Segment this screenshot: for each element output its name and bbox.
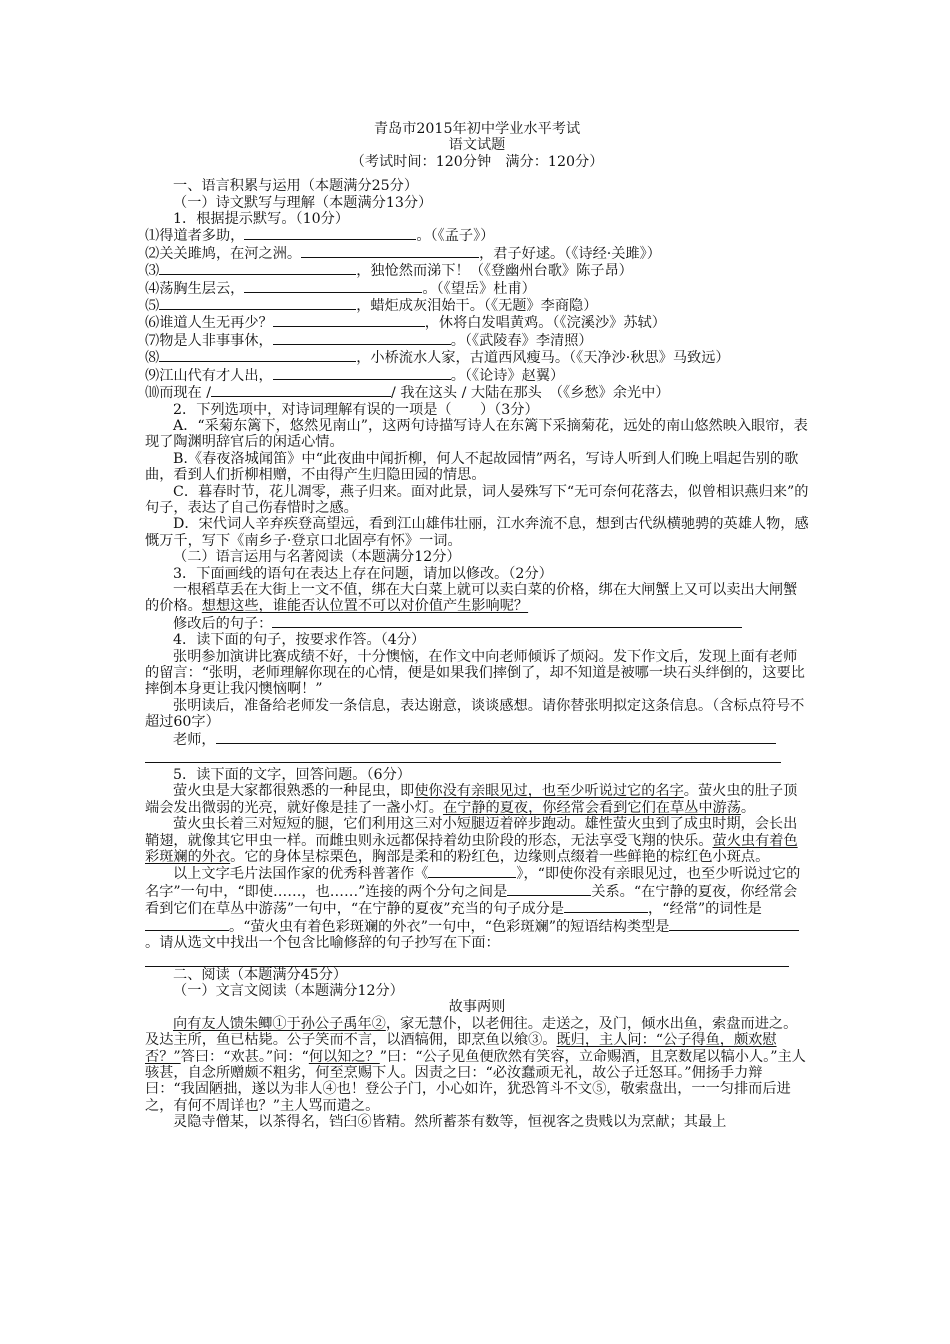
recite-item: ⑶ ，独怆然而涕下！（《登幽州台歌》陈子昂）	[145, 263, 633, 280]
answer-blank[interactable]	[564, 900, 648, 913]
subsection-heading: （二）语言运用与名著阅读（本题满分12分）	[173, 549, 461, 566]
answer-blank[interactable]	[216, 731, 776, 744]
q3-text: 一根稻草丢在大街上一文不值，绑在大白菜上就可以卖白菜的价格，绑在大闸蟹上又可以卖出大闸蟹的价格。想想这些，谁能否认位置不可以对价值产生影响呢？	[145, 581, 798, 615]
question-2: 2．下列选项中，对诗词理解有误的一项是（ ）（3分）	[173, 401, 539, 418]
answer-line[interactable]	[145, 748, 781, 763]
exam-meta: （考试时间：120分钟 满分：120分）	[350, 153, 604, 170]
recite-item: ⑹谁道人生无再少？ ，休将白发唱黄鸡。（《浣溪沙》苏轼）	[145, 315, 666, 332]
passage-title: 故事两则	[448, 999, 506, 1016]
classical-passage-1: 向有友人馈朱鲫①于孙公子禹年②，家无慧仆，以老佣往。走送之，及门，倾水出鱼，索盘而进之。及达主所，鱼已枯毙。公子笑而不言，以酒犒佣，即烹鱼以飨③。既归，主人问：“公子得鱼，颇欢慰否？”答曰：“欢甚。”问：“何以知之？”曰：“公子见鱼便欣然有笑容，立命赐酒，且烹数尾以犒小人。”主人骇甚，自念所赠颇不粗劣，何至烹赐下人。因责之曰：“必汝蠢顽无礼，故公子迁怒耳。”佣扬手力辩曰：“我固陋拙，遂以为非人④也！登公子门，小心如许，犹恐筲斗不文⑤，敬索盘出，一一匀排而后进之，有何不周详也？”主人骂而遣之。	[145, 1015, 806, 1114]
answer-blank[interactable]	[159, 297, 356, 310]
recite-item: ⑴得道者多助， 。（《孟子》）	[145, 228, 495, 245]
section-heading: 二、阅读（本题满分45分）	[173, 966, 348, 983]
recite-item: ⑺物是人非事事休， 。（《武陵春》李清照）	[145, 332, 593, 349]
q4-answer-line: 老师，	[145, 731, 809, 748]
q5-questions: 以上文字毛片法国作家的优秀科普著作《 》，“即使你没有亲眼见过，也至少听说过它的名字”一句中，“即使……，也……”连接的两个分句之间是 关系。“在宁静的夏夜，你经常会看到它们在草丛中游荡”一句中，“在宁静的夏夜”充当的句子成分是 ，“经常”的词性是。“萤火虫有着色彩斑斓的外衣”一句中，“色彩斑斓”的短语结构类型是。请从选文中找出一个包含比喻修辞的句子抄写在下面：	[145, 866, 801, 952]
answer-blank[interactable]	[272, 615, 742, 628]
q3-answer-line: 修改后的句子：	[145, 615, 809, 632]
answer-blank[interactable]	[428, 865, 516, 878]
question-1: 1．根据提示默写。（10分）	[173, 211, 350, 228]
question-3: 3．下面画线的语句在表达上存在问题，请加以修改。（2分）	[173, 565, 553, 582]
recite-item: ⑼江山代有才人出， 。（《论诗》赵翼）	[145, 367, 565, 384]
recite-item: ⑽而现在 / / 我在这头 / 大陆在那头 （《乡愁》余光中）	[145, 385, 670, 402]
classical-passage-2: 灵隐寺僧某，以茶得名，铛臼⑥皆精。然所蓄茶有数等，恒视客之贵贱以为烹献；其最上	[173, 1114, 727, 1131]
passage-paragraph: 萤火虫是大家都很熟悉的一种昆虫，即使你没有亲眼见过，也至少听说过它的名字。萤火虫的肚子顶端会发出微弱的光亮，就好像是挂了一盏小灯。在宁静的夏夜，你经常会看到它们在草丛中游荡。	[145, 783, 798, 816]
option-b: B.《春夜洛城闻笛》中“此夜曲中闻折柳，何人不起故园情”两名，写诗人听到人们晚上唱起告别的歌曲，看到人们折柳相赠，不由得产生归隐田园的情思。	[145, 450, 799, 484]
option-c: C．暮春时节，花儿凋零，燕子归来。面对此景，词人晏殊写下“无可奈何花落去，似曾相识燕归来”的句子，表达了自己伤春惜时之感。	[145, 483, 809, 516]
passage-paragraph: 萤火虫长着三对短短的腿，它们利用这三对小短腿迈着碎步跑动。雄性萤火虫到了成虫时期，会长出鞘翅，就像其它甲虫一样。而雌虫则永远都保持着幼虫阶段的形态，无法享受飞翔的快乐。萤火虫有着色彩斑斓的外衣。它的身体呈棕栗色，胸部是柔和的粉红色，边缘则点缀着一些鲜艳的棕红色小斑点。	[145, 816, 798, 866]
answer-blank[interactable]	[273, 332, 451, 345]
underlined-sentence: 想想这些，谁能否认位置不可以对价值产生影响呢？	[201, 598, 529, 615]
answer-blank[interactable]	[211, 384, 391, 397]
question-4: 4．读下面的句子，按要求作答。（4分）	[173, 632, 426, 649]
answer-blank[interactable]	[273, 314, 425, 327]
exam-page	[145, 121, 809, 1131]
subsection-heading: （一）诗文默写与理解（本题满分13分）	[173, 194, 433, 211]
answer-blank[interactable]	[507, 883, 591, 896]
answer-blank[interactable]	[301, 245, 479, 258]
answer-blank[interactable]	[159, 262, 356, 275]
section-heading: 一、语言积累与运用（本题满分25分）	[173, 178, 419, 195]
answer-blank[interactable]	[145, 918, 229, 931]
answer-blank[interactable]	[159, 349, 356, 362]
recite-item: ⑷荡胸生层云， 。（《望岳》杜甫）	[145, 280, 536, 297]
answer-blank[interactable]	[273, 367, 451, 380]
answer-blank[interactable]	[669, 918, 799, 931]
q4-text: 张明参加演讲比赛成绩不好，十分懊恼，在作文中向老师倾诉了烦闷。发下作文后，发现上面有老师的留言：“张明，老师理解你现在的心情，便是如果我们摔倒了，却不知道是被哪一块石头绊倒的，这要比摔倒本身更让我闪懊恼啊！”	[145, 648, 805, 698]
q4-requirement: 张明读后，准备给老师发一条信息，表达谢意，谈谈感想。请你替张明拟定这条信息。（含标点符号不超过60字）	[145, 697, 805, 731]
recite-item: ⑸ ，蜡炬成灰泪始干。（《无题》李商隐）	[145, 298, 598, 315]
exam-subject: 语文试题	[448, 137, 506, 154]
recite-item: ⑵关关雎鸠，在河之洲。 ，君子好逑。（《诗经·关雎》）	[145, 245, 661, 262]
option-d: D．宋代词人辛弃疾登高望远，看到江山雄伟壮丽，江水奔流不息，想到古代纵横驰骋的英雄人物，感慨万千，写下《南乡子·登京口北固亭有怀》一词。	[145, 516, 809, 549]
question-5: 5．读下面的文字，回答问题。（6分）	[173, 767, 411, 784]
answer-line[interactable]	[145, 952, 789, 967]
recite-item: ⑻ ，小桥流水人家，古道西风瘦马。（《天净沙·秋思》马致远）	[145, 350, 730, 367]
answer-blank[interactable]	[244, 280, 422, 293]
answer-blank[interactable]	[244, 227, 416, 240]
exam-title: 青岛市2015年初中学业水平考试	[373, 121, 581, 137]
option-a: A．“采菊东篱下，悠然见南山”，这两句诗描写诗人在东篱下采摘菊花，远处的南山悠然映入眼帘，表现了陶渊明辞官后的闲适心情。	[145, 417, 808, 451]
subsection-heading: （一）文言文阅读（本题满分12分）	[173, 982, 404, 999]
